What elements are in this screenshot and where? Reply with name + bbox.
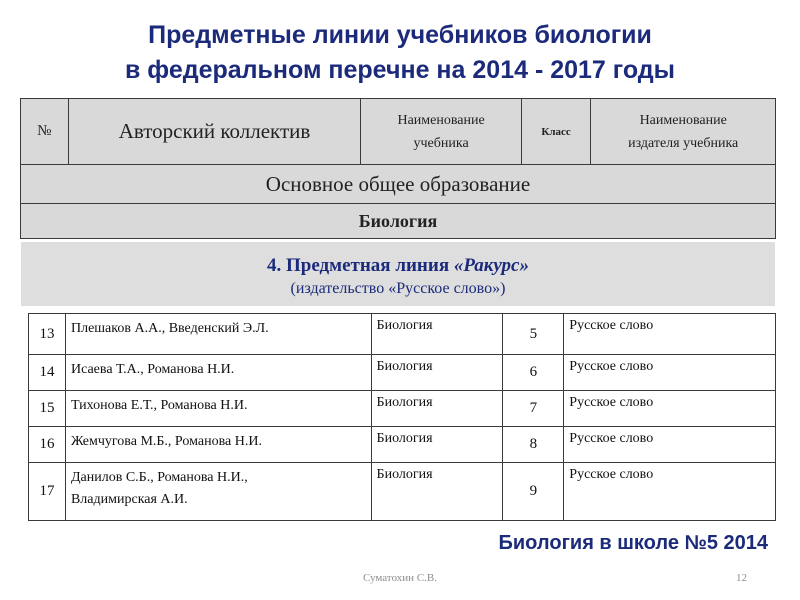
section-row — [21, 165, 776, 204]
slide-title — [0, 18, 800, 88]
row-grade: 5 — [503, 314, 564, 355]
header-book — [361, 99, 521, 165]
row-authors — [65, 427, 371, 463]
header-publisher-line1: Наименование — [639, 112, 727, 128]
line-heading — [21, 242, 775, 306]
row-authors — [65, 355, 371, 391]
line-title — [21, 254, 775, 278]
line-title-prefix: 4. Предметная линия — [267, 255, 454, 276]
textbook-table — [28, 313, 776, 521]
row-authors-line1: Жемчугова М.Б., Романова Н.И. — [70, 434, 262, 449]
row-number: 17 — [29, 463, 66, 521]
section-label: Основное общее образование — [21, 165, 776, 204]
row-publisher: Русское слово — [564, 463, 776, 521]
bottom-caption: Биология в школе №5 2014 — [498, 532, 768, 554]
row-authors-line1: Исаева Т.А., Романова Н.И. — [70, 362, 235, 377]
header-publisher — [591, 99, 776, 165]
table-row — [29, 391, 776, 427]
row-publisher: Русское слово — [564, 391, 776, 427]
row-number: 13 — [29, 314, 66, 355]
row-publisher: Русское слово — [564, 314, 776, 355]
row-grade: 8 — [503, 427, 564, 463]
row-number: 15 — [29, 391, 66, 427]
subject-row — [21, 204, 776, 239]
row-authors-line1: Тихонова Е.Т., Романова Н.И. — [70, 398, 248, 413]
row-grade: 7 — [503, 391, 564, 427]
row-authors — [65, 463, 371, 521]
row-subject: Биология — [371, 463, 503, 521]
row-grade: 9 — [503, 463, 564, 521]
header-number: № — [21, 99, 69, 165]
row-number: 14 — [29, 355, 66, 391]
row-publisher: Русское слово — [564, 355, 776, 391]
header-table — [20, 98, 776, 239]
line-title-name: «Ракурс» — [453, 255, 529, 276]
line-publisher: (издательство «Русское слово») — [290, 280, 506, 297]
footer-author: Суматохин С.В. — [363, 572, 437, 584]
row-authors — [65, 314, 371, 355]
header-book-line1: Наименование — [397, 112, 485, 128]
row-authors-line2: Владимирская А.И. — [70, 492, 188, 507]
row-authors-line1: Плешаков А.А., Введенский Э.Л. — [70, 321, 269, 336]
row-authors-line1: Данилов С.Б., Романова Н.И., — [70, 470, 248, 485]
header-grade: Класс — [521, 99, 591, 165]
table-row — [29, 427, 776, 463]
subject-label: Биология — [21, 204, 776, 239]
table-row — [29, 355, 776, 391]
header-book-line2: учебника — [413, 135, 469, 151]
row-grade: 6 — [503, 355, 564, 391]
row-subject: Биология — [371, 314, 503, 355]
row-publisher: Русское слово — [564, 427, 776, 463]
row-subject: Биология — [371, 427, 503, 463]
table-row — [29, 463, 776, 521]
page-number: 12 — [736, 572, 747, 584]
slide-title-line2: в федеральном перечне на 2014 - 2017 годы — [124, 56, 676, 84]
row-subject: Биология — [371, 355, 503, 391]
row-authors — [65, 391, 371, 427]
header-row — [21, 99, 776, 165]
row-number: 16 — [29, 427, 66, 463]
header-authors: Авторский коллектив — [68, 99, 361, 165]
slide-title-line1: Предметные линии учебников биологии — [148, 21, 652, 49]
table-row — [29, 314, 776, 355]
header-publisher-line2: издателя учебника — [628, 135, 739, 151]
row-subject: Биология — [371, 391, 503, 427]
